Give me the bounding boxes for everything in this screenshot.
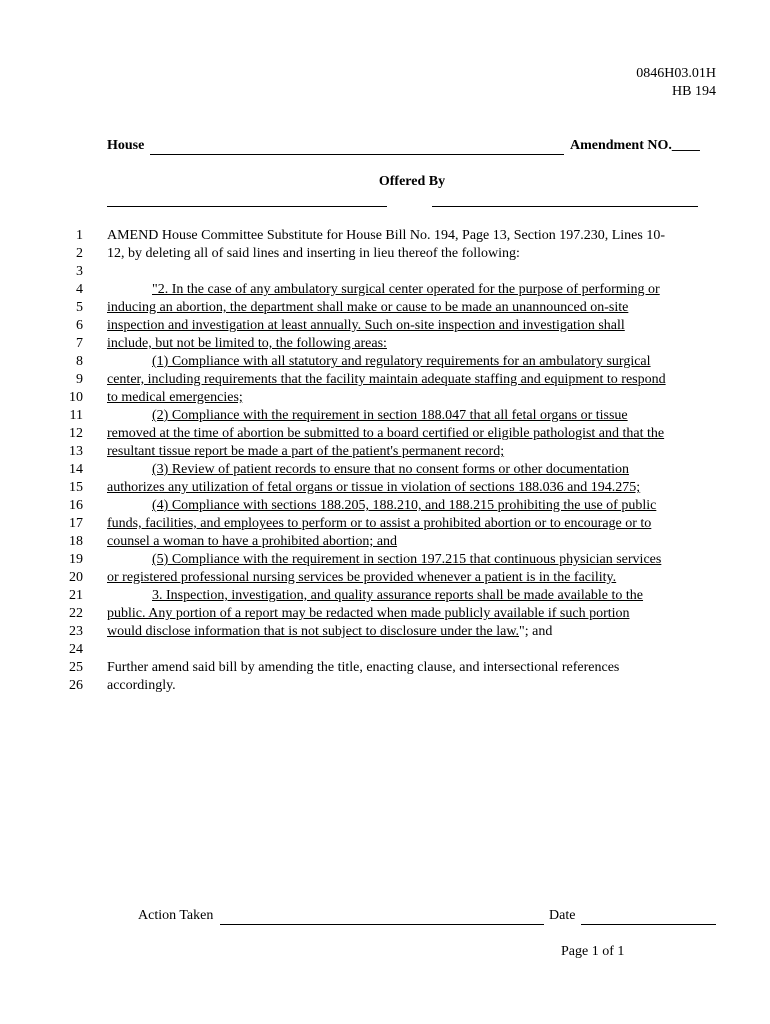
inserted-line: resultant tissue report be made a part of the patient's permanent record;	[107, 444, 505, 459]
inserted-line: public. Any portion of a report may be redacted when made publicly available if such portion	[107, 606, 630, 621]
body-line: accordingly.	[107, 678, 176, 693]
inserted-line: center, including requirements that the facility maintain adequate staffing and equipment to respond	[107, 372, 666, 387]
inserted-line: (3) Review of patient records to ensure that no consent forms or other documentation	[152, 462, 630, 477]
body-line: AMEND House Committee Substitute for House Bill No. 194, Page 13, Section 197.230, Lines 10-	[107, 228, 666, 243]
page-number: Page 1 of 1	[561, 944, 625, 959]
inserted-line: counsel a woman to have a prohibited abortion; and	[107, 534, 398, 549]
line-number: 18	[69, 534, 83, 549]
house-signature-line	[150, 154, 564, 155]
line-number: 10	[69, 390, 83, 405]
line-number: 3	[76, 264, 83, 279]
line-number: 8	[76, 354, 83, 369]
inserted-line: or registered professional nursing services be provided whenever a patient is in the facility.	[107, 570, 617, 585]
line-number: 26	[69, 678, 83, 693]
line-number: 23	[69, 624, 83, 639]
line-number: 12	[69, 426, 83, 441]
inserted-line: inspection and investigation at least annually. Such on-site inspection and investigation shall	[107, 318, 625, 333]
inserted-line: "2. In the case of any ambulatory surgical center operated for the purpose of performing or	[152, 282, 660, 297]
line-number: 15	[69, 480, 83, 495]
line-number: 14	[69, 462, 83, 477]
body-line: Further amend said bill by amending the title, enacting clause, and intersectional references	[107, 660, 620, 675]
offered-by-line-right	[432, 206, 698, 207]
line-number: 22	[69, 606, 83, 621]
line-number: 5	[76, 300, 83, 315]
offered-by-label: Offered By	[378, 174, 446, 189]
inserted-line: inducing an abortion, the department shall make or cause to be made an unannounced on-site	[107, 300, 629, 315]
inserted-line: (1) Compliance with all statutory and regulatory requirements for an ambulatory surgical	[152, 354, 651, 369]
line-number: 11	[69, 408, 83, 423]
line-number: 16	[69, 498, 83, 513]
date-line	[581, 924, 716, 925]
inserted-line: include, but not be limited to, the following areas:	[107, 336, 387, 351]
offered-by-line-left	[107, 206, 387, 207]
line-number: 4	[76, 282, 83, 297]
action-taken-label: Action Taken	[138, 908, 214, 923]
document-id: 0846H03.01H	[636, 66, 716, 81]
inserted-line: removed at the time of abortion be submitted to a board certified or eligible pathologist and that the	[107, 426, 665, 441]
line-number: 2	[76, 246, 83, 261]
line-number: 7	[76, 336, 83, 351]
inserted-text: would disclose information that is not subject to disclosure under the law.	[107, 624, 520, 639]
body-line: 12, by deleting all of said lines and inserting in lieu thereof the following:	[107, 246, 520, 261]
line-number: 21	[69, 588, 83, 603]
line-number: 17	[69, 516, 83, 531]
line-number: 6	[76, 318, 83, 333]
inserted-line: 3. Inspection, investigation, and quality assurance reports shall be made available to the	[152, 588, 644, 603]
line-number: 19	[69, 552, 83, 567]
line-number: 9	[76, 372, 83, 387]
date-label: Date	[549, 908, 576, 923]
line-number: 1	[76, 228, 83, 243]
amendment-number-label: Amendment NO.____	[570, 138, 700, 153]
inserted-line: (5) Compliance with the requirement in section 197.215 that continuous physician services	[152, 552, 662, 567]
house-label: House	[107, 138, 145, 153]
closing-text: "; and	[519, 624, 553, 639]
line-number: 20	[69, 570, 83, 585]
line-number: 25	[69, 660, 83, 675]
inserted-line: (2) Compliance with the requirement in section 188.047 that all fetal organs or tissue	[152, 408, 628, 423]
inserted-line: (4) Compliance with sections 188.205, 188.210, and 188.215 prohibiting the use of public	[152, 498, 657, 513]
body-line	[107, 624, 552, 640]
bill-number: HB 194	[672, 84, 716, 99]
inserted-line: authorizes any utilization of fetal organs or tissue in violation of sections 188.036 and 194.275;	[107, 480, 641, 495]
action-taken-line	[220, 924, 544, 925]
inserted-line: to medical emergencies;	[107, 390, 243, 405]
line-number: 24	[69, 642, 83, 657]
inserted-line: funds, facilities, and employees to perform or to assist a prohibited abortion or to encourage or to	[107, 516, 652, 531]
line-number: 13	[69, 444, 83, 459]
